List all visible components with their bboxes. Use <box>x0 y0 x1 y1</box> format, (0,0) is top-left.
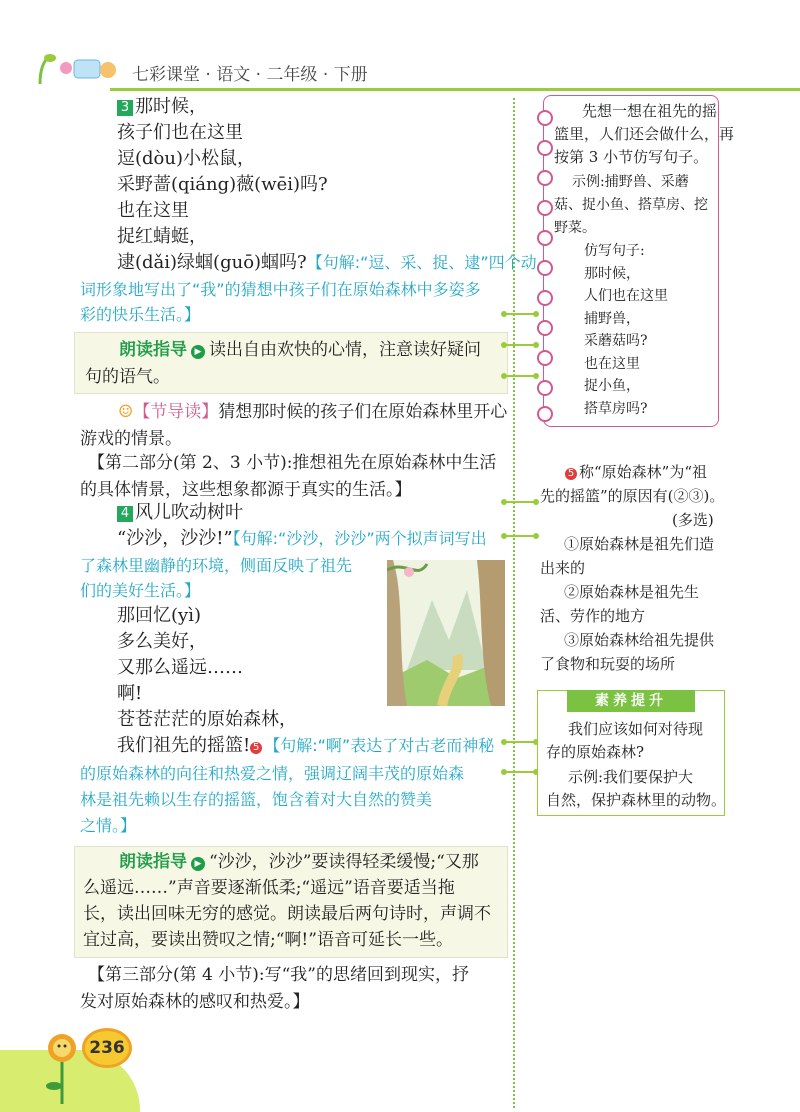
poem-line: 苍苍茫茫的原始森林， <box>117 709 297 730</box>
note-prompt: 先想一想在祖先的摇 <box>582 102 718 120</box>
poem-line: 捉红蜻蜓， <box>117 226 207 247</box>
poem-line: 我们祖先的摇篮! <box>117 735 251 756</box>
option-line: ①原始森林是祖先们造 <box>564 535 715 553</box>
reading-guide-text: 句的语气。 <box>85 367 170 387</box>
reading-guide-text: 长，读出回味无穷的感觉。朗读最后两句诗时，声调不 <box>83 904 491 924</box>
reading-guide-title: 朗读指导 <box>119 852 187 872</box>
spiral-ring-icon <box>537 230 553 246</box>
play-icon: ▶ <box>191 345 205 359</box>
spiral-note-card <box>543 95 735 427</box>
boost-answer: 自然，保护森林里的动物。 <box>546 791 727 809</box>
section-reading-tag: 【节导读】 <box>133 402 219 422</box>
note-line: 了森林里幽静的环境，侧面反映了祖先 <box>80 556 353 575</box>
header-title: 七彩课堂 · 语文 · 二年级 · 下册 <box>132 65 368 85</box>
section-reading <box>118 399 507 426</box>
note-line: 林是祖先赖以生存的摇篮，饱含着对大自然的赞美 <box>80 790 433 809</box>
summary-line: 发对原始森林的感叹和热爱。】 <box>80 992 310 1012</box>
summary-line: 【第三部分(第 4 小节):写“我”的思绪回到现实，抒 <box>88 965 469 985</box>
question-line: 称“原始森林”为“祖 <box>579 463 708 481</box>
question-stem <box>565 460 707 484</box>
note-line: 们的美好生活。】 <box>80 581 201 600</box>
spiral-ring-icon <box>537 170 553 186</box>
note-imitation <box>584 240 668 420</box>
imitation-line: 捉小鱼， <box>584 378 640 394</box>
question-line: 先的摇篮”的原因有(②③)。 <box>540 487 725 505</box>
spiral-ring-icon <box>537 406 553 422</box>
play-icon: ▶ <box>191 857 205 871</box>
reading-guide-text: 么遥远……”声音要逐渐低柔;“遥远”语音要适当拖 <box>83 878 455 898</box>
sentence-note: 【句解:“沙沙，沙沙”两个拟声词写出 <box>232 529 487 548</box>
sentence-note-continued <box>80 553 352 603</box>
option-line: 了食物和玩耍的场所 <box>540 655 676 673</box>
note-line: 之情。】 <box>80 816 137 835</box>
sentence-note-continued <box>80 761 464 839</box>
imitation-line: 搭草房吗? <box>584 400 648 417</box>
connector-arrows-icon <box>500 490 540 790</box>
summary-line: 【第二部分(第 2、3 小节):推想祖先在原始森林中生活 <box>88 453 497 473</box>
note-example: 菇、捉小鱼、搭草房、挖 <box>554 197 708 213</box>
reading-guide-box-2 <box>74 846 508 958</box>
poem-line: 啊! <box>117 683 143 704</box>
note-line: 词形象地写出了“我”的猜想中孩子们在原始森林中多姿多 <box>80 280 481 299</box>
literacy-boost-card <box>537 690 725 816</box>
question-number: 5 <box>565 468 577 480</box>
boost-answer: 示例:我们要保护大 <box>568 768 694 786</box>
note-marker: 5 <box>250 742 262 754</box>
poem-line: 采野蔷(qiáng)薇(wēi)吗? <box>117 174 328 195</box>
poem-line: 孩子们也在这里 <box>117 122 243 143</box>
option-line: 出来的 <box>540 559 586 577</box>
poem-line: 逮(dǎi)绿蝈(guō)蝈吗? <box>117 252 307 273</box>
option-line: 活、劳作的地方 <box>540 607 646 625</box>
imitation-line: 人们也在这里 <box>584 288 668 304</box>
boost-question: 存的原始森林? <box>546 743 645 761</box>
header-logo <box>30 50 120 90</box>
summary-line: 的具体情景，这些想象都源于真实的生活。】 <box>80 480 412 500</box>
poem-line: “沙沙，沙沙!” <box>117 528 233 549</box>
connector-arrows-icon <box>500 300 540 400</box>
reading-guide-box <box>74 332 508 394</box>
option-line: ②原始森林是祖先生 <box>564 583 700 601</box>
boost-question: 我们应该如何对待现 <box>568 720 704 738</box>
reading-guide-title: 朗读指导 <box>119 340 187 360</box>
option-line: ③原始森林给祖先提供 <box>564 631 715 649</box>
flower-icon <box>42 1030 82 1110</box>
sentence-note: 【句解:“逗、采、捉、逮”四个动 <box>306 253 537 272</box>
literacy-boost-title: 素养提升 <box>567 690 695 712</box>
poem-part4-body <box>117 603 494 759</box>
note-prompt: 篮里，人们还会做什么，再 <box>554 125 735 143</box>
poem-part4-heading <box>117 500 243 526</box>
imitation-line: 捕野兽， <box>584 310 640 327</box>
imitation-line: 采蘑菇吗? <box>584 333 648 349</box>
header-rule <box>110 88 800 91</box>
reading-guide-text: 读出自由欢快的心情，注意读好疑问 <box>209 340 481 360</box>
section-number: 4 <box>117 506 133 522</box>
note-line: 彩的快乐生活。】 <box>80 305 201 324</box>
note-example: 示例:捕野兽、采蘑 <box>572 174 689 190</box>
poem-part3 <box>117 94 537 276</box>
note-line: 的原始森林的向往和热爱之情，强调辽阔丰茂的原始森 <box>80 764 465 783</box>
poem-line: 风儿吹动树叶 <box>135 502 243 523</box>
spiral-ring-icon <box>537 260 553 276</box>
part2-summary <box>80 450 497 504</box>
smile-icon: ☺ <box>118 402 134 422</box>
poem-line: 也在这里 <box>117 200 189 221</box>
note-prompt: 按第 3 小节仿写句子。 <box>554 148 709 166</box>
section-reading-text: 猜想那时候的孩子们在原始森林里开心 <box>218 402 508 422</box>
question-options <box>540 532 714 676</box>
poem-line: 那时候， <box>135 96 207 117</box>
spiral-ring-icon <box>537 200 553 216</box>
part3-summary <box>80 962 469 1016</box>
sentence-note-continued <box>80 277 481 327</box>
spiral-ring-icon <box>537 110 553 126</box>
imitation-line: 那时候， <box>584 265 640 282</box>
poem-line: 又那么遥远…… <box>117 657 243 678</box>
sentence-note: 【句解:“啊”表达了对古老而神秘 <box>264 736 495 755</box>
poem-line: 多么美好， <box>117 631 207 652</box>
section-number: 3 <box>117 100 133 116</box>
imitation-line: 也在这里 <box>584 355 640 372</box>
reading-guide-text: 宜过高，要读出赞叹之情;“啊!”语音可延长一些。 <box>83 930 453 950</box>
poem-line: 逗(dòu)小松鼠， <box>117 148 255 169</box>
spiral-ring-icon <box>537 140 553 156</box>
section-reading-text: 游戏的情景。 <box>80 429 182 449</box>
question-type: (多选) <box>672 511 714 529</box>
page-number: 236 <box>82 1028 132 1068</box>
reading-guide-text: “沙沙，沙沙”要读得轻柔缓慢;“又那 <box>209 852 479 872</box>
imitation-line: 仿写句子: <box>584 243 645 259</box>
note-example: 野菜。 <box>554 220 596 236</box>
poem-line: 那回忆(yì) <box>117 605 201 626</box>
poem-part4-line <box>117 526 487 552</box>
